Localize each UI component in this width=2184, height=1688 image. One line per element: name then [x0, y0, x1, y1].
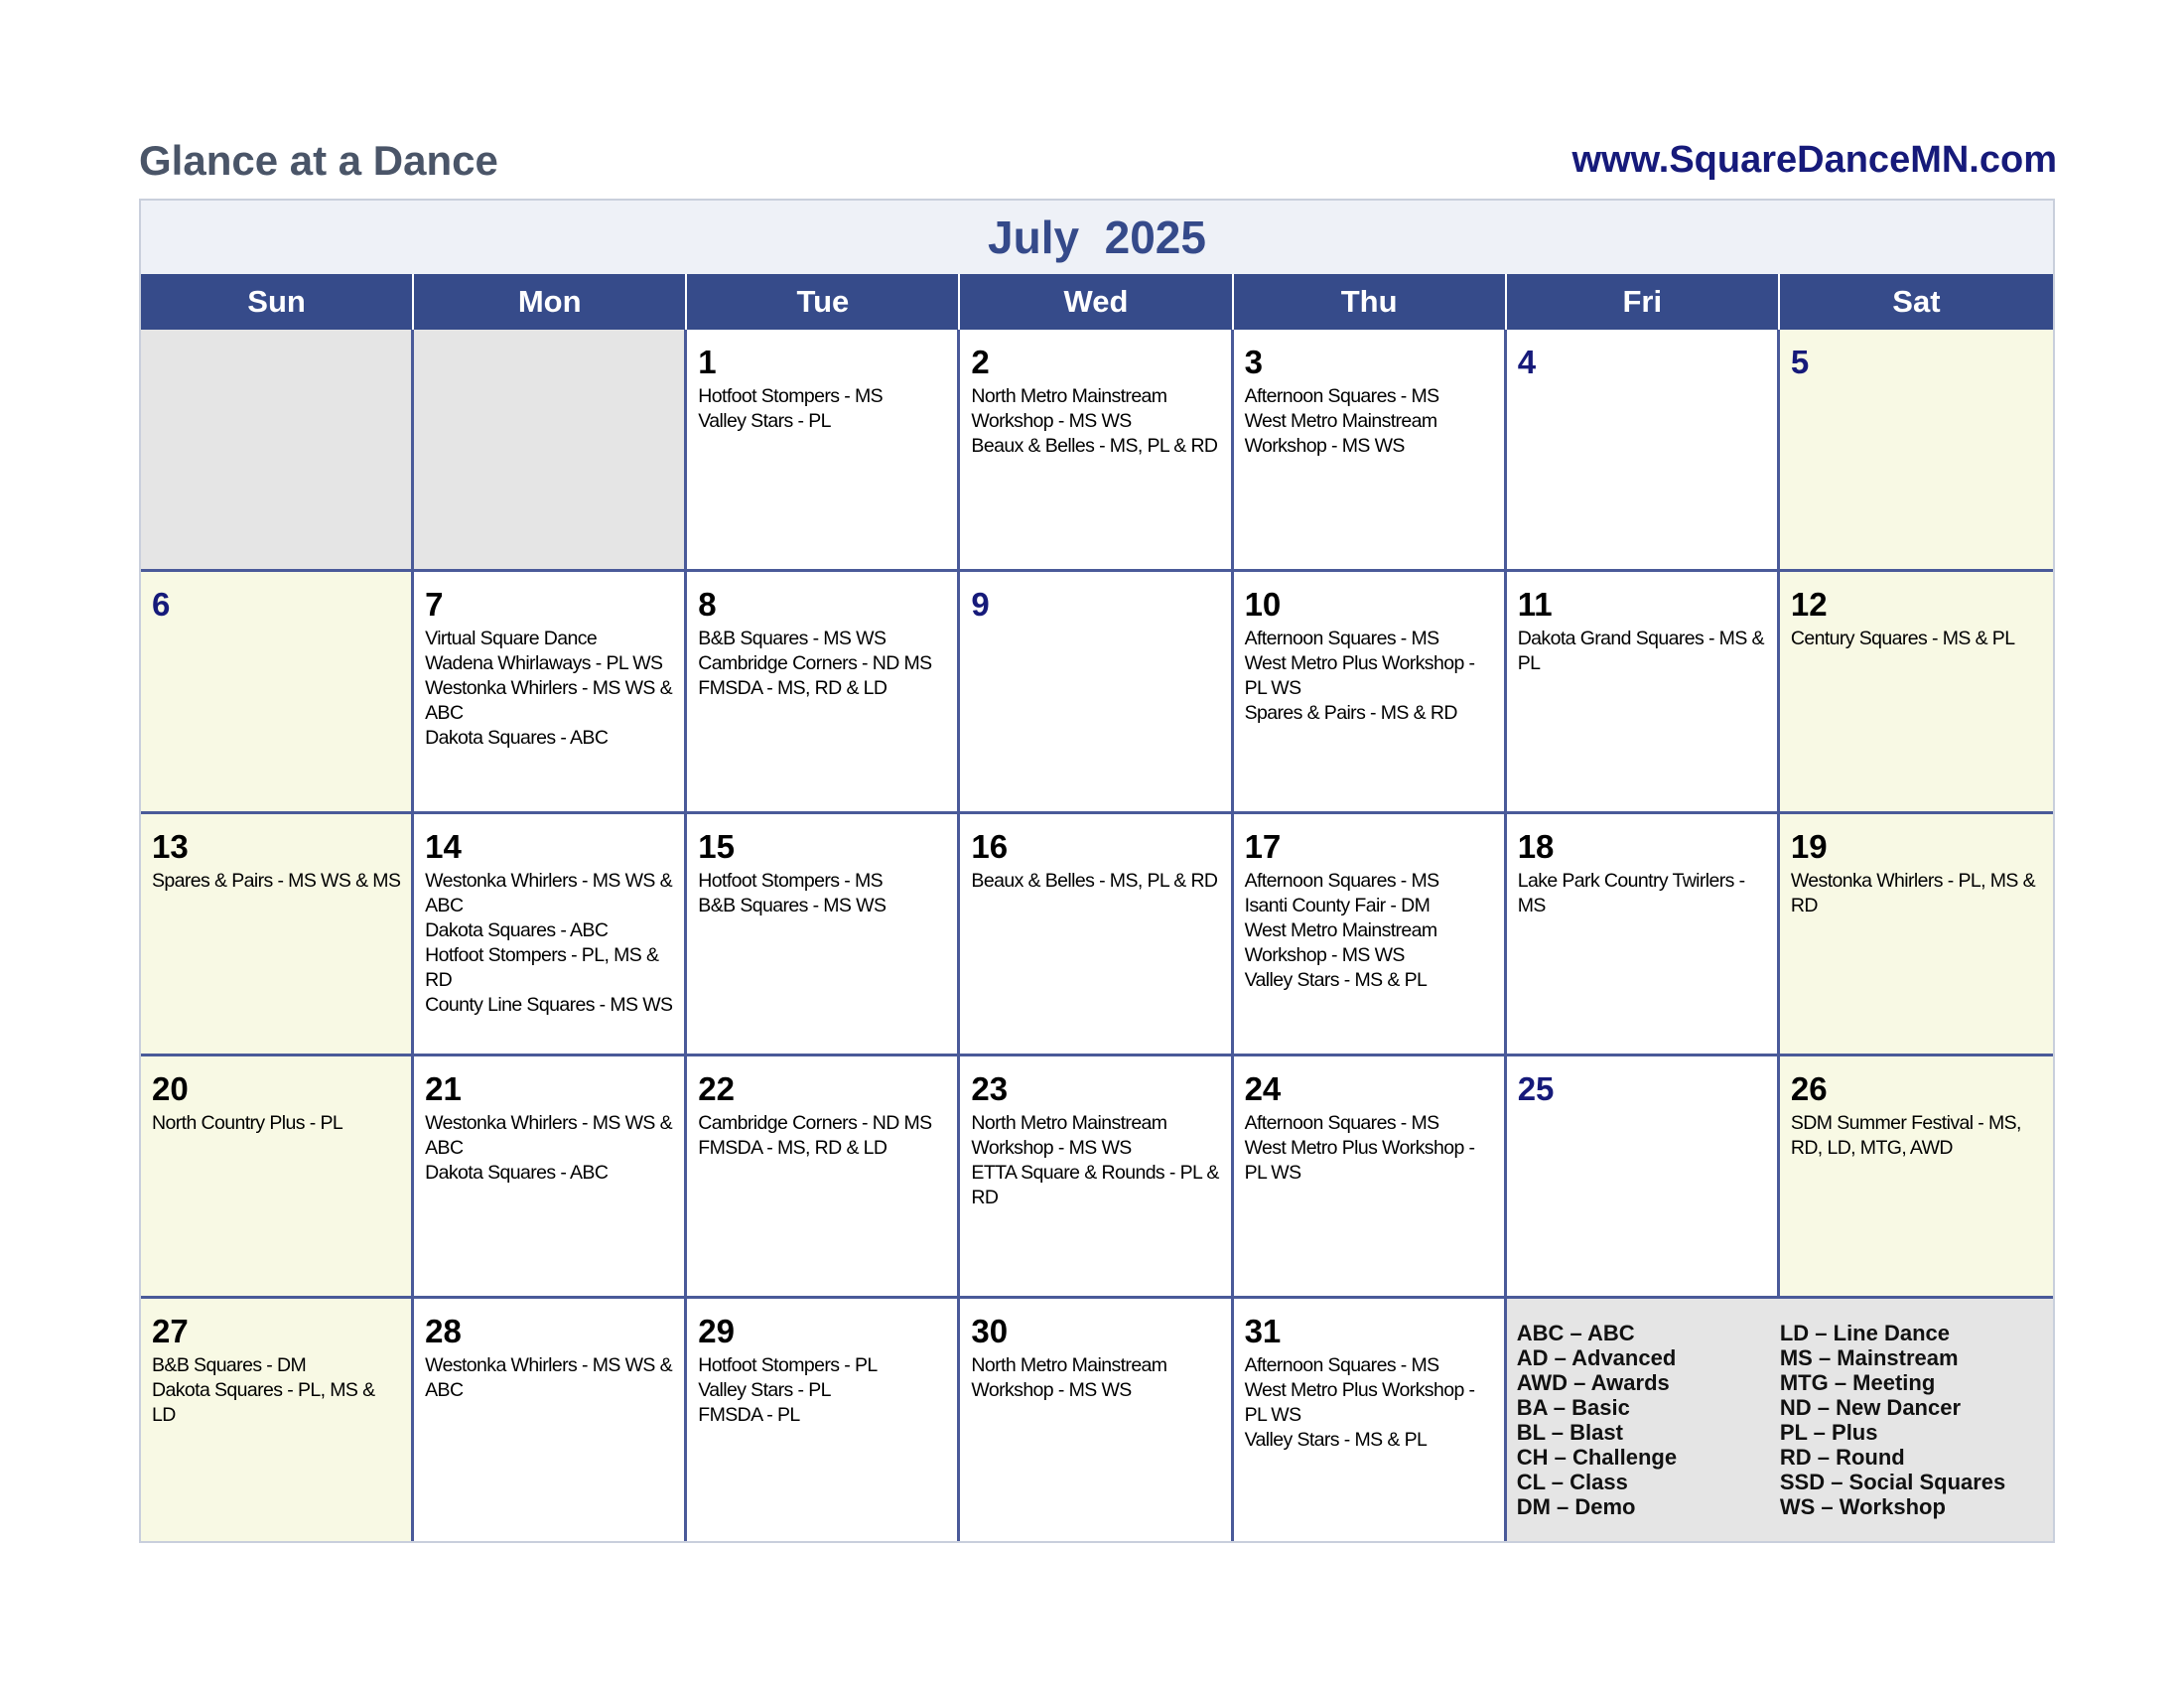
- weekday-thu: Thu: [1234, 274, 1507, 330]
- day-grid: [141, 330, 2053, 1541]
- event-line: Afternoon Squares - MS: [1244, 1112, 1439, 1134]
- day-cell-28: [414, 1299, 687, 1541]
- legend-item: ABC – ABC: [1516, 1321, 1635, 1345]
- legend-item: MTG – Meeting: [1779, 1370, 1936, 1395]
- empty-day-cell: [414, 330, 687, 572]
- event-line: SDM Summer Festival - MS,: [1790, 1112, 2021, 1134]
- event-list: [425, 869, 674, 1018]
- day-cell-20: [141, 1056, 414, 1299]
- day-number: 21: [425, 1070, 462, 1107]
- event-list: [971, 1111, 1220, 1210]
- event-line: Wadena Whirlaways - PL WS: [425, 652, 663, 674]
- day-number: 28: [425, 1313, 462, 1349]
- day-number: 30: [971, 1313, 1009, 1349]
- day-number: 17: [1244, 828, 1282, 865]
- event-line: ABC: [425, 895, 464, 916]
- event-list: [425, 627, 674, 751]
- day-cell-23: [960, 1056, 1233, 1299]
- day-cell-3: [1234, 330, 1507, 572]
- day-number: 7: [425, 586, 444, 623]
- event-list: [698, 1353, 947, 1428]
- event-line: Dakota Squares - ABC: [425, 919, 609, 941]
- event-list: [425, 1353, 674, 1403]
- event-list: [698, 869, 947, 918]
- event-line: Workshop - MS WS: [971, 410, 1132, 432]
- event-line: Century Squares - MS & PL: [1790, 628, 2015, 649]
- day-cell-16: [960, 814, 1233, 1056]
- event-line: Afternoon Squares - MS: [1244, 1354, 1439, 1376]
- event-line: North Metro Mainstream: [971, 1112, 1167, 1134]
- legend-item: MS – Mainstream: [1779, 1345, 1959, 1370]
- event-list: [1245, 1353, 1494, 1453]
- event-list: [1245, 627, 1494, 726]
- event-line: Lake Park Country Twirlers -: [1517, 870, 1745, 892]
- legend-item: SSD – Social Squares: [1779, 1470, 2006, 1494]
- event-line: Beaux & Belles - MS, PL & RD: [971, 435, 1218, 457]
- legend-item: CL – Class: [1516, 1470, 1628, 1494]
- site-url-link[interactable]: www.SquareDanceMN.com: [1571, 139, 2057, 181]
- event-list: [1245, 1111, 1494, 1186]
- weekday-sat: Sat: [1892, 284, 1941, 319]
- day-number: 15: [698, 828, 735, 865]
- day-number: 18: [1517, 828, 1555, 865]
- event-line: ABC: [425, 702, 464, 724]
- day-number: 11: [1517, 586, 1553, 623]
- day-cell-4: [1507, 330, 1780, 572]
- event-line: West Metro Mainstream: [1244, 919, 1437, 941]
- legend-column-left: [1517, 1321, 1780, 1541]
- event-list: [152, 1353, 401, 1428]
- day-cell-12: [1780, 572, 2053, 814]
- day-number: 20: [152, 1070, 189, 1107]
- event-line: Hotfoot Stompers - MS: [698, 385, 883, 407]
- legend-item: AD – Advanced: [1516, 1345, 1677, 1370]
- day-cell-1: [687, 330, 960, 572]
- abbreviation-legend: [1507, 1299, 2053, 1541]
- event-list: [698, 627, 947, 701]
- day-cell-6: [141, 572, 414, 814]
- day-number: 22: [698, 1070, 735, 1107]
- event-line: Afternoon Squares - MS: [1244, 870, 1439, 892]
- event-line: B&B Squares - MS WS: [698, 895, 887, 916]
- day-number: 19: [1790, 828, 1828, 865]
- day-number: 14: [425, 828, 462, 865]
- day-cell-19: [1780, 814, 2053, 1056]
- event-line: West Metro Plus Workshop -: [1244, 652, 1475, 674]
- event-line: Cambridge Corners - ND MS: [698, 652, 932, 674]
- event-line: Spares & Pairs - MS WS & MS: [152, 870, 401, 892]
- day-cell-22: [687, 1056, 960, 1299]
- event-line: Afternoon Squares - MS: [1244, 628, 1439, 649]
- event-list: [1245, 869, 1494, 993]
- event-list: [971, 384, 1220, 459]
- event-list: [1518, 627, 1767, 676]
- month-calendar: [139, 199, 2055, 1543]
- event-line: Spares & Pairs - MS & RD: [1244, 702, 1457, 724]
- day-cell-13: [141, 814, 414, 1056]
- event-line: B&B Squares - DM: [152, 1354, 307, 1376]
- legend-column-right: [1780, 1321, 2043, 1541]
- event-line: ETTA Square & Rounds - PL &: [971, 1162, 1219, 1184]
- event-line: PL WS: [1244, 677, 1301, 699]
- event-line: RD: [425, 969, 453, 991]
- event-line: Dakota Squares - PL, MS &: [152, 1379, 375, 1401]
- day-cell-27: [141, 1299, 414, 1541]
- event-line: North Metro Mainstream: [971, 1354, 1167, 1376]
- event-line: West Metro Mainstream: [1244, 410, 1437, 432]
- event-line: MS: [1517, 895, 1546, 916]
- event-line: RD: [1790, 895, 1818, 916]
- day-cell-9: [960, 572, 1233, 814]
- day-number: 12: [1790, 586, 1828, 623]
- day-cell-7: [414, 572, 687, 814]
- day-cell-18: [1507, 814, 1780, 1056]
- day-number: 3: [1244, 344, 1263, 380]
- event-line: PL WS: [1244, 1162, 1301, 1184]
- event-list: [1791, 1111, 2043, 1161]
- event-line: County Line Squares - MS WS: [425, 994, 673, 1016]
- event-line: RD: [971, 1187, 999, 1208]
- legend-item: RD – Round: [1779, 1445, 1905, 1470]
- day-cell-30: [960, 1299, 1233, 1541]
- day-cell-21: [414, 1056, 687, 1299]
- legend-item: AWD – Awards: [1516, 1370, 1670, 1395]
- event-line: Westonka Whirlers - MS WS &: [425, 677, 673, 699]
- day-number: 2: [971, 344, 990, 380]
- day-number: 16: [971, 828, 1009, 865]
- day-number: 23: [971, 1070, 1009, 1107]
- day-number: 8: [698, 586, 717, 623]
- day-cell-29: [687, 1299, 960, 1541]
- day-number: 31: [1244, 1313, 1282, 1349]
- event-line: North Metro Mainstream: [971, 385, 1167, 407]
- event-line: Workshop - MS WS: [1244, 435, 1405, 457]
- event-line: FMSDA - MS, RD & LD: [698, 677, 887, 699]
- event-line: Workshop - MS WS: [971, 1137, 1132, 1159]
- event-line: Westonka Whirlers - MS WS &: [425, 1112, 673, 1134]
- day-cell-14: [414, 814, 687, 1056]
- event-line: Valley Stars - MS & PL: [1244, 969, 1428, 991]
- day-cell-24: [1234, 1056, 1507, 1299]
- event-list: [971, 869, 1220, 894]
- day-cell-15: [687, 814, 960, 1056]
- event-line: Westonka Whirlers - MS WS &: [425, 1354, 673, 1376]
- weekday-header: [141, 274, 2053, 330]
- event-line: Hotfoot Stompers - MS: [698, 870, 883, 892]
- legend-item: ND – New Dancer: [1779, 1395, 1962, 1420]
- event-line: Isanti County Fair - DM: [1244, 895, 1431, 916]
- day-cell-10: [1234, 572, 1507, 814]
- day-cell-2: [960, 330, 1233, 572]
- event-line: Dakota Squares - ABC: [425, 727, 609, 749]
- weekday-sun: Sun: [141, 274, 414, 330]
- event-line: Hotfoot Stompers - PL: [698, 1354, 878, 1376]
- event-line: West Metro Plus Workshop -: [1244, 1137, 1475, 1159]
- day-number: 5: [1790, 344, 1810, 380]
- day-cell-17: [1234, 814, 1507, 1056]
- empty-day-cell: [141, 330, 414, 572]
- month-title: July 2025: [141, 201, 2053, 274]
- day-number: 9: [971, 586, 990, 623]
- day-number: 1: [698, 344, 717, 380]
- day-number: 4: [1517, 344, 1537, 380]
- day-number: 25: [1517, 1070, 1555, 1107]
- legend-item: BA – Basic: [1516, 1395, 1630, 1420]
- day-number: 13: [152, 828, 189, 865]
- event-line: PL WS: [1244, 1404, 1301, 1426]
- event-list: [152, 1111, 401, 1136]
- event-line: FMSDA - PL: [698, 1404, 800, 1426]
- event-list: [1245, 384, 1494, 459]
- event-line: Dakota Grand Squares - MS &: [1517, 628, 1764, 649]
- day-number: 10: [1244, 586, 1282, 623]
- day-number: 29: [698, 1313, 735, 1349]
- event-line: Workshop - MS WS: [971, 1379, 1132, 1401]
- legend-item: DM – Demo: [1516, 1494, 1636, 1519]
- event-line: Westonka Whirlers - MS WS &: [425, 870, 673, 892]
- day-number: 24: [1244, 1070, 1282, 1107]
- event-list: [698, 384, 947, 434]
- event-line: Beaux & Belles - MS, PL & RD: [971, 870, 1218, 892]
- weekday-fri: Fri: [1507, 274, 1780, 330]
- event-list: [971, 1353, 1220, 1403]
- day-cell-8: [687, 572, 960, 814]
- day-cell-31: [1234, 1299, 1507, 1541]
- event-line: Valley Stars - MS & PL: [1244, 1429, 1428, 1451]
- event-line: LD: [152, 1404, 176, 1426]
- event-line: Valley Stars - PL: [698, 410, 831, 432]
- legend-item: WS – Workshop: [1779, 1494, 1946, 1519]
- day-cell-25: [1507, 1056, 1780, 1299]
- event-list: [698, 1111, 947, 1161]
- event-line: Workshop - MS WS: [1244, 944, 1405, 966]
- event-list: [1791, 627, 2043, 651]
- event-line: RD, LD, MTG, AWD: [1790, 1137, 1953, 1159]
- weekday-wed: Wed: [960, 274, 1233, 330]
- event-line: Valley Stars - PL: [698, 1379, 831, 1401]
- event-list: [425, 1111, 674, 1186]
- event-line: Westonka Whirlers - PL, MS &: [1790, 870, 2035, 892]
- day-cell-11: [1507, 572, 1780, 814]
- day-cell-26: [1780, 1056, 2053, 1299]
- legend-item: PL – Plus: [1779, 1420, 1878, 1445]
- event-line: West Metro Plus Workshop -: [1244, 1379, 1475, 1401]
- event-line: ABC: [425, 1379, 464, 1401]
- event-line: Hotfoot Stompers - PL, MS &: [425, 944, 659, 966]
- page-title: Glance at a Dance: [139, 137, 498, 184]
- event-line: B&B Squares - MS WS: [698, 628, 887, 649]
- event-line: FMSDA - MS, RD & LD: [698, 1137, 887, 1159]
- weekday-mon: Mon: [414, 274, 687, 330]
- event-line: ABC: [425, 1137, 464, 1159]
- legend-item: LD – Line Dance: [1779, 1321, 1950, 1345]
- day-number: 26: [1790, 1070, 1828, 1107]
- event-line: Virtual Square Dance: [425, 628, 598, 649]
- legend-item: BL – Blast: [1516, 1420, 1623, 1445]
- event-line: North Country Plus - PL: [152, 1112, 343, 1134]
- day-number: 27: [152, 1313, 189, 1349]
- legend-item: CH – Challenge: [1516, 1445, 1678, 1470]
- day-number: 6: [152, 586, 171, 623]
- event-list: [1791, 869, 2043, 918]
- event-list: [152, 869, 401, 894]
- event-list: [1518, 869, 1767, 918]
- event-line: Dakota Squares - ABC: [425, 1162, 609, 1184]
- weekday-tue: Tue: [687, 274, 960, 330]
- event-line: PL: [1517, 652, 1541, 674]
- day-cell-5: [1780, 330, 2053, 572]
- event-line: Afternoon Squares - MS: [1244, 385, 1439, 407]
- event-line: Cambridge Corners - ND MS: [698, 1112, 932, 1134]
